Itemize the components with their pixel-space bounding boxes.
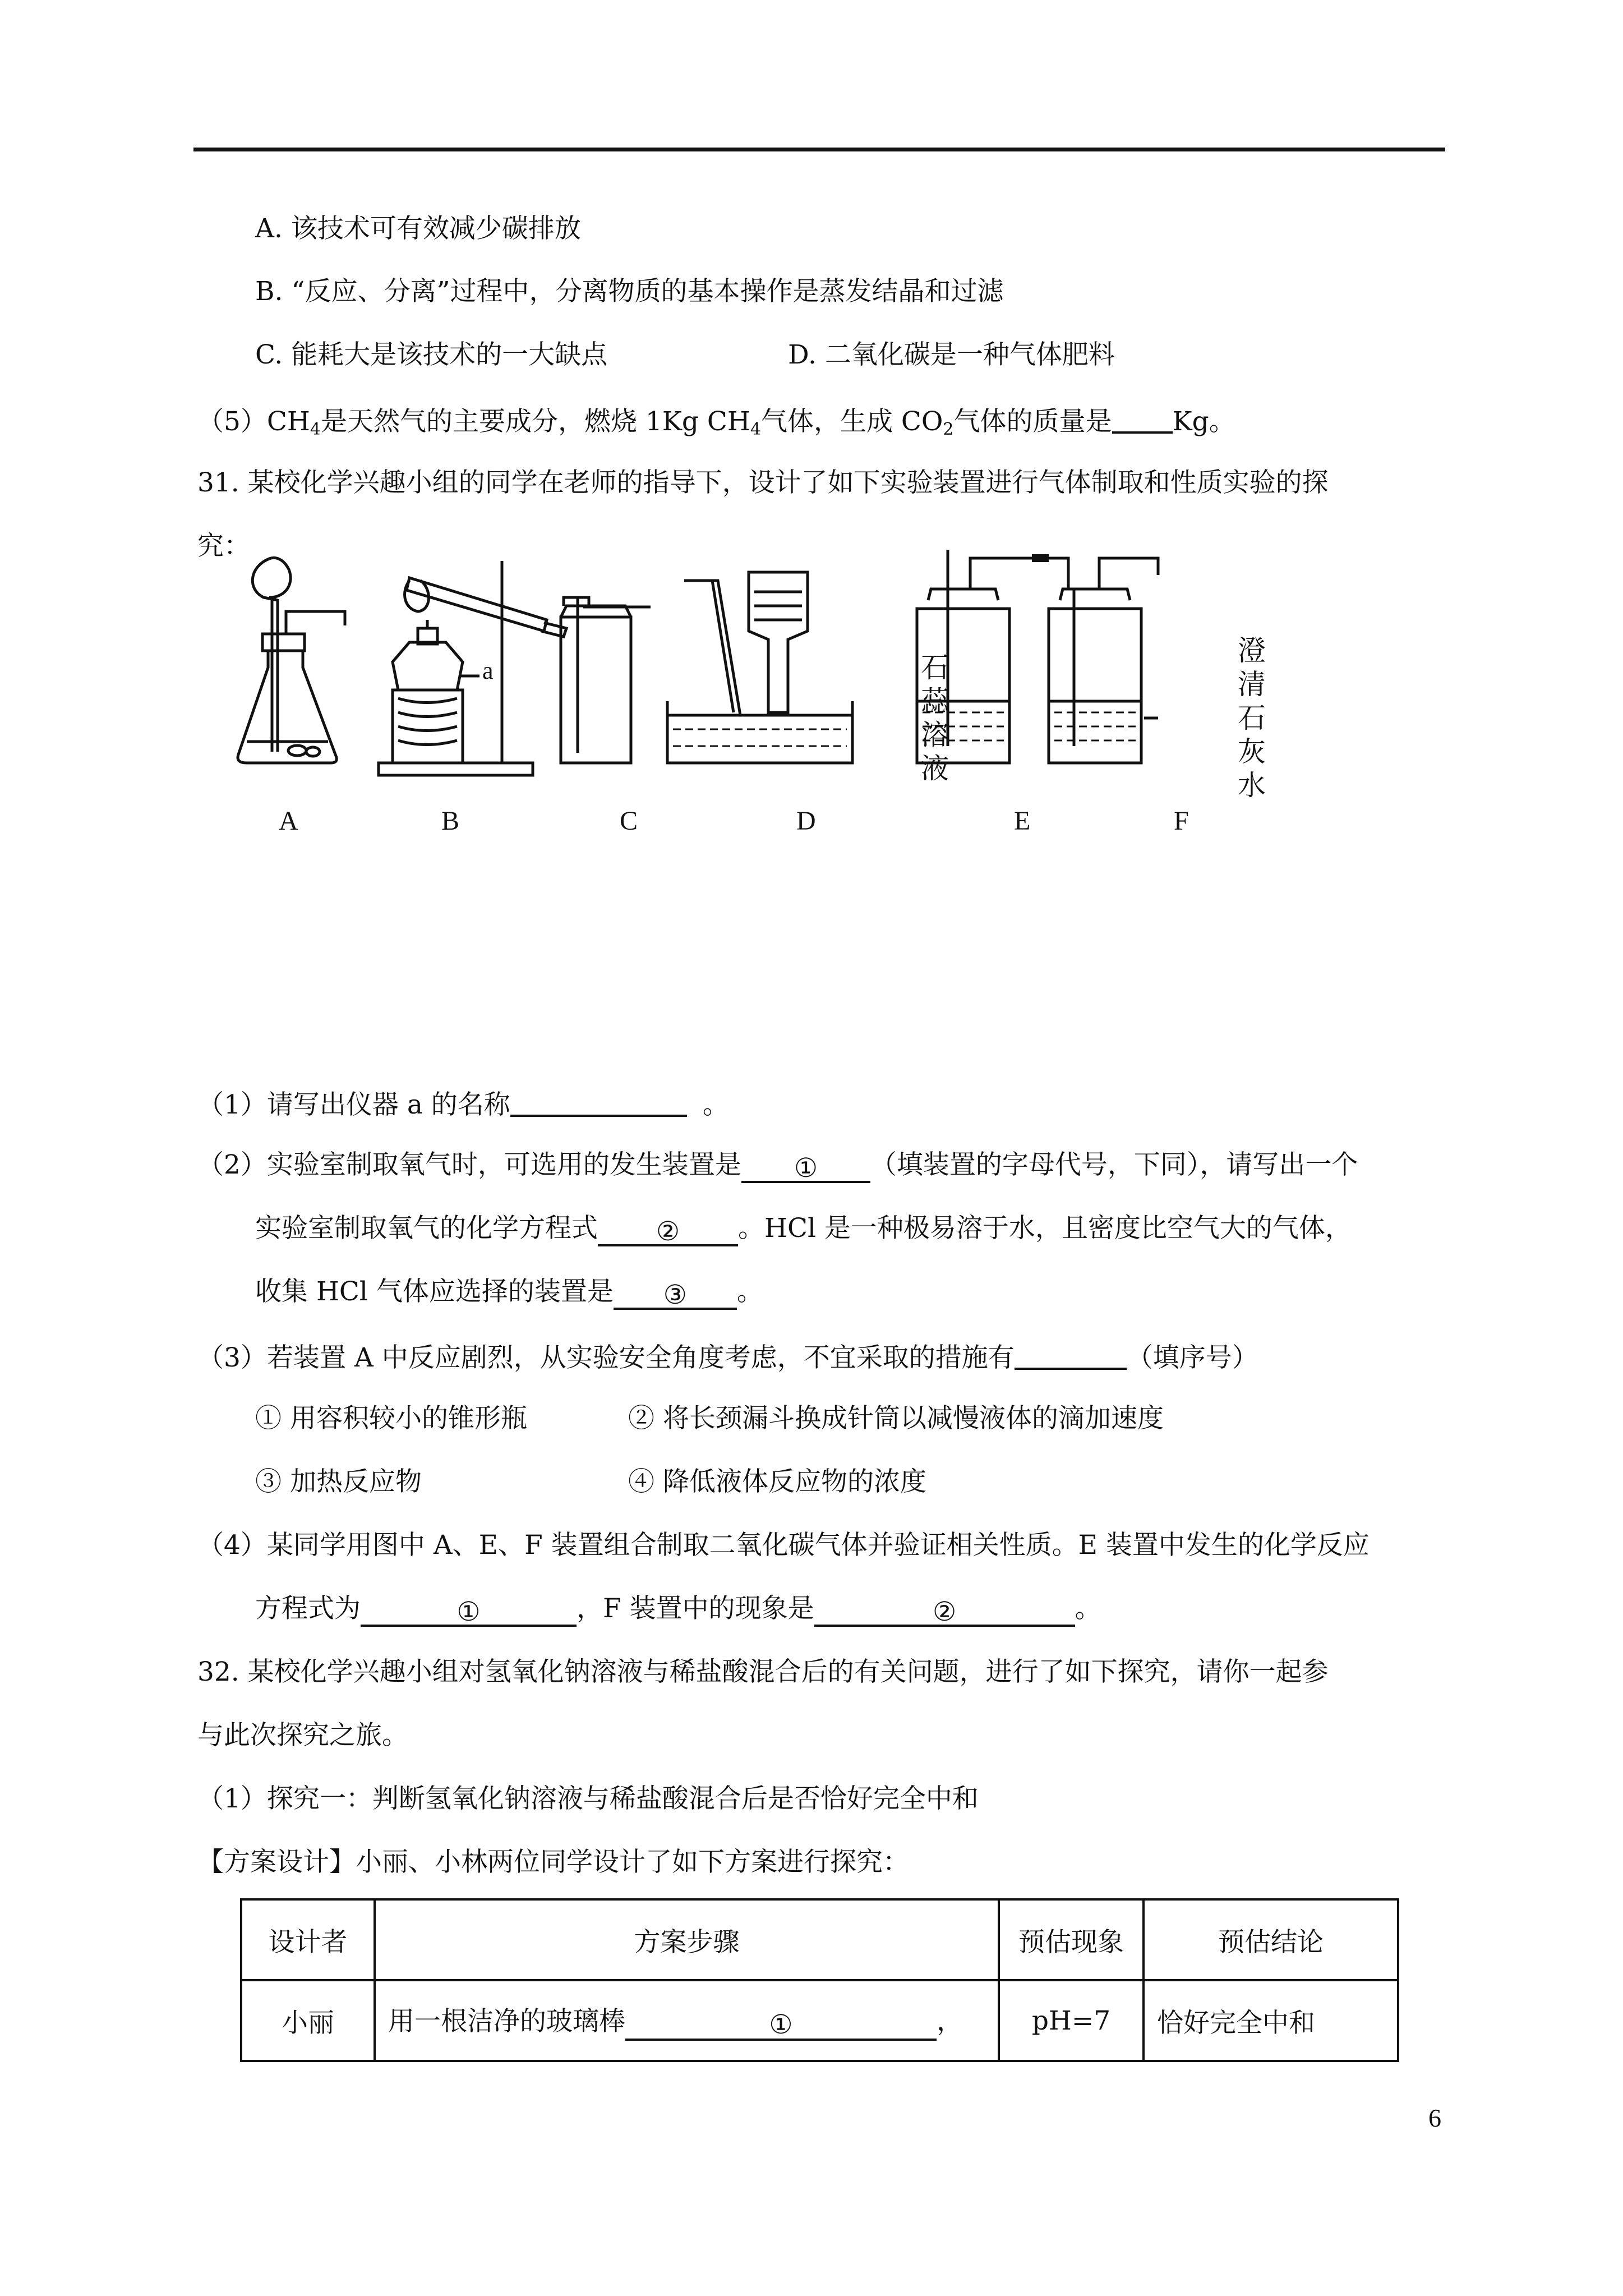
page-number: 6	[1428, 2104, 1441, 2132]
table-cell: pH=7	[999, 1980, 1144, 2061]
limewater-label: 澄 清 石 灰 水	[1238, 634, 1266, 802]
apparatus-label-e: E	[1014, 806, 1031, 836]
apparatus-label-c: C	[620, 806, 638, 836]
apparatus-label-a: A	[279, 806, 298, 836]
question-31-1: （1）请写出仪器 a 的名称 。	[197, 1085, 729, 1122]
option-c: C. 能耗大是该技术的一大缺点	[255, 339, 608, 370]
question-31-4: （4）某同学用图中 A、E、F 装置组合制取二氧化碳气体并验证相关性质。E 装置中发生的化学反应	[197, 1530, 1370, 1561]
answer-blank[interactable]	[1112, 402, 1173, 434]
option-4: ④ 降低液体反应物的浓度	[628, 1466, 926, 1497]
table-header: 预估现象	[999, 1899, 1144, 1980]
option-d: D. 二氧化碳是一种气体肥料	[788, 339, 1115, 370]
question-31-2-cont2: 收集 HCl 气体应选择的装置是 ③ 。	[255, 1276, 763, 1310]
answer-blank[interactable]: ②	[598, 1215, 738, 1246]
answer-blank[interactable]: ①	[361, 1595, 577, 1627]
answer-blank[interactable]: ②	[814, 1595, 1075, 1627]
question-31-stem: 31. 某校化学兴趣小组的同学在老师的指导下，设计了如下实验装置进行气体制取和性质实验的探	[197, 467, 1329, 498]
scheme-table	[240, 1898, 1399, 2062]
option-3: ③ 加热反应物	[255, 1466, 422, 1497]
table-header: 方案步骤	[375, 1899, 999, 1980]
question-31-4-cont: 方程式为 ① ，F 装置中的现象是 ② 。	[255, 1593, 1101, 1627]
answer-blank[interactable]: ③	[614, 1278, 737, 1310]
question-30-5: $(5)CH_4$是天然气的主要成分，燃烧 1Kg $CH_4$气体，生成 $CO_2$气体的质量是 Kg。	[197, 402, 1235, 447]
table-row	[241, 1980, 1398, 2061]
question-31-2: （2）实验室制取氧气时，可选用的发生装置是 ① （填装置的字母代号，下同），请写出一个	[197, 1149, 1358, 1184]
table-header-row	[241, 1899, 1398, 1980]
question-31-stem-cont: 究：	[197, 531, 250, 562]
table-cell: 用一根洁净的玻璃棒 ① ，	[375, 1980, 999, 2061]
option-2: ② 将长颈漏斗换成针筒以减慢液体的滴加速度	[628, 1403, 1164, 1434]
table-cell: 恰好完全中和	[1144, 1980, 1398, 2061]
table-header: 设计者	[241, 1899, 375, 1980]
table-cell: 小丽	[241, 1980, 375, 2061]
answer-blank[interactable]: ①	[741, 1152, 870, 1183]
option-a: A. 该技术可有效减少碳排放	[255, 213, 581, 244]
table-header: 预估结论	[1144, 1899, 1398, 1980]
header-rule	[193, 148, 1445, 151]
apparatus-figure	[224, 527, 1318, 841]
question-32-stem-cont: 与此次探究之旅。	[197, 1720, 408, 1751]
answer-blank[interactable]	[1015, 1338, 1127, 1370]
question-31-3: （3）若装置 A 中反应剧烈，从实验安全角度考虑，不宜采取的措施有 （填序号）	[197, 1338, 1258, 1375]
instrument-a-label: a	[482, 657, 494, 684]
option-b: B. “反应、分离”过程中，分离物质的基本操作是蒸发结晶和过滤	[255, 276, 1004, 307]
question-31-2-cont: 实验室制取氧气的化学方程式 ② 。HCl 是一种极易溶于水，且密度比空气大的气体，	[255, 1213, 1352, 1247]
option-1: ① 用容积较小的锥形瓶	[255, 1403, 527, 1434]
apparatus-label-d: D	[796, 806, 816, 836]
answer-blank[interactable]: ①	[625, 2009, 937, 2041]
answer-blank[interactable]	[510, 1085, 687, 1117]
scheme-design-heading: 【方案设计】小丽、小林两位同学设计了如下方案进行探究：	[197, 1847, 909, 1878]
litmus-solution-label: 石 蕊 溶 液	[921, 651, 949, 785]
question-32-1: （1）探究一：判断氢氧化钠溶液与稀盐酸混合后是否恰好完全中和	[197, 1783, 979, 1814]
question-32-stem: 32. 某校化学兴趣小组对氢氧化钠溶液与稀盐酸混合后的有关问题，进行了如下探究，请你一起参	[197, 1657, 1329, 1687]
apparatus-label-b: B	[441, 806, 460, 836]
apparatus-label-f: F	[1174, 806, 1189, 836]
